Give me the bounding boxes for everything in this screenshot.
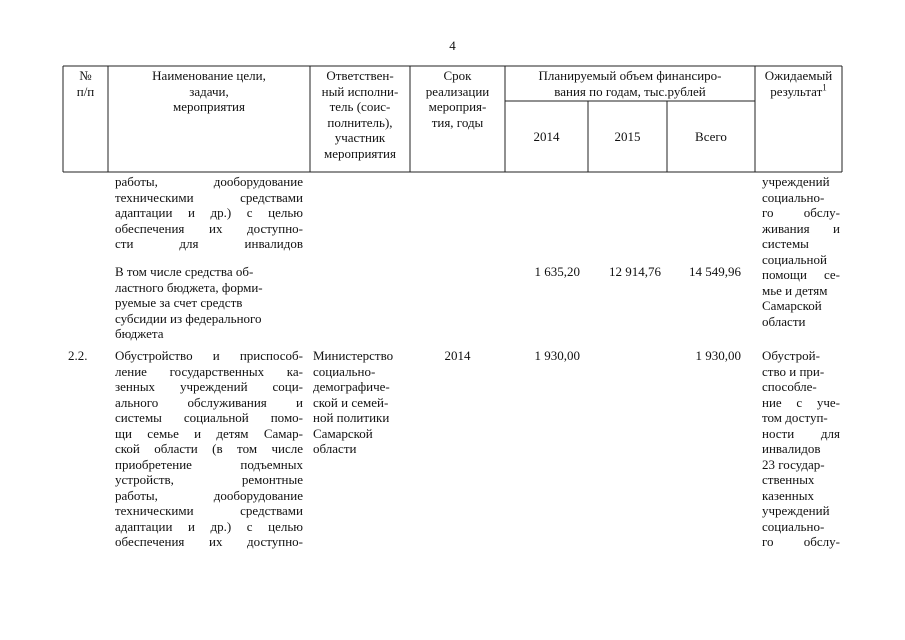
- continuation-result: [762, 174, 840, 329]
- text-line: обеспечения их доступно-: [115, 220, 303, 236]
- header-executor-line: участник: [334, 130, 386, 145]
- header-year-2015: 2015: [614, 129, 641, 144]
- header-name: [108, 68, 310, 115]
- text-line: Обустрой-: [762, 348, 820, 363]
- continuation-name: [115, 174, 303, 252]
- header-result-line: Ожидаемый: [764, 68, 833, 83]
- text-line: бюджета: [115, 326, 164, 341]
- text-line: щи семье и детям Самар-: [115, 425, 303, 441]
- row-2-2-name: [115, 348, 303, 550]
- header-year-2014: 2014: [533, 129, 560, 144]
- text-line: руемые за счет средств: [115, 295, 243, 310]
- header-executor-line: тель (соис-: [329, 99, 391, 114]
- text-line: работы, дооборудование: [115, 487, 303, 503]
- header-name-line: мероприятия: [172, 99, 245, 114]
- text-line: ство и при-: [762, 363, 825, 379]
- text-line: Самарской: [313, 425, 373, 441]
- text-line: приобретение подъемных: [115, 456, 303, 472]
- text-line: ности для: [762, 425, 840, 441]
- header-num: [63, 68, 108, 99]
- text-line: ственных: [762, 472, 815, 487]
- header-total: Всего: [695, 129, 727, 144]
- header-financing-line: вания по годам, тыс.рублей: [554, 83, 706, 99]
- row-2-2-total: 1 930,00: [695, 348, 741, 363]
- text-line: демографиче-: [313, 379, 390, 394]
- text-line: помощи се-: [762, 267, 840, 282]
- text-line: ние с уче-: [762, 394, 840, 410]
- row-2-2-result: [762, 348, 840, 550]
- text-line: социальной: [762, 251, 827, 267]
- text-line: ной политики: [313, 410, 390, 425]
- subtotal-2014: 1 635,20: [534, 264, 580, 279]
- header-executor-line: мероприятия: [323, 145, 396, 161]
- row-number: 2.2.: [68, 348, 88, 363]
- footnote-marker: 1: [822, 82, 827, 93]
- text-line: системы социальной помо-: [115, 410, 303, 425]
- text-line: социально-: [762, 518, 825, 534]
- header-financing-line: Планируемый объем финансиро-: [538, 68, 722, 83]
- header-num-line: №: [79, 68, 92, 83]
- text-line: ального обслуживания и: [115, 394, 303, 410]
- text-line: Министерство: [313, 348, 394, 363]
- header-term: [410, 68, 505, 130]
- text-line: живания и: [762, 220, 840, 236]
- header-result-line: [755, 84, 842, 100]
- text-line: казенных: [762, 487, 814, 503]
- text-line: техническими средствами: [115, 189, 303, 205]
- text-line: ской области (в том числе: [115, 441, 303, 456]
- subtotal-total: 14 549,96: [689, 264, 741, 279]
- text-line: системы: [762, 236, 809, 251]
- header-executor: [310, 68, 410, 161]
- page-number: 4: [449, 38, 456, 53]
- text-line: устройств, ремонтные: [115, 472, 303, 487]
- text-line: Самарской: [762, 298, 822, 313]
- subtotal-name: [115, 264, 305, 342]
- text-line: зенных учреждений соци-: [115, 379, 303, 394]
- text-line: адаптации и др.) с целью: [115, 205, 303, 220]
- header-term-line: мероприя-: [428, 99, 487, 114]
- text-line: области: [313, 441, 357, 456]
- header-financing: [505, 68, 755, 99]
- text-line: учреждений: [762, 503, 830, 518]
- text-line: социально-: [313, 363, 376, 379]
- text-line: техническими средствами: [115, 503, 303, 518]
- text-line: области: [762, 313, 806, 329]
- text-line: субсидии из федерального: [115, 310, 262, 326]
- header-name-line: Наименование цели,: [152, 68, 266, 83]
- text-line: го обслу-: [762, 205, 840, 220]
- text-line: 23 государ-: [762, 456, 825, 472]
- text-line: ластного бюджета, форми-: [115, 279, 263, 295]
- text-line: го обслу-: [762, 534, 840, 549]
- header-name-line: задачи,: [189, 83, 229, 99]
- header-term-line: реализации: [425, 83, 490, 99]
- text-line: ской и семей-: [313, 394, 389, 410]
- row-2-2-executor: [313, 348, 409, 457]
- row-2-2-term: 2014: [444, 348, 471, 363]
- header-result-text: результат: [770, 83, 823, 99]
- subtotal-2015: 12 914,76: [609, 264, 661, 279]
- text-line: социально-: [762, 189, 825, 205]
- text-line: мье и детям: [762, 282, 828, 298]
- header-executor-line: полнитель),: [327, 114, 393, 130]
- text-line: ление государственных ка-: [115, 363, 303, 379]
- text-line: сти для инвалидов: [115, 236, 303, 251]
- text-line: работы, дооборудование: [115, 174, 303, 189]
- text-line: адаптации и др.) с целью: [115, 518, 303, 534]
- text-line: том доступ-: [762, 410, 828, 425]
- header-executor-line: ный исполни-: [321, 83, 399, 99]
- header-term-line: Срок: [443, 68, 472, 83]
- header-num-line: п/п: [76, 83, 95, 99]
- text-line: способле-: [762, 379, 817, 394]
- text-line: инвалидов: [762, 441, 821, 456]
- text-line: Обустройство и приспособ-: [115, 348, 303, 363]
- text-line: обеспечения их доступно-: [115, 534, 303, 549]
- text-line: учреждений: [762, 174, 830, 189]
- row-2-2-2014: 1 930,00: [534, 348, 580, 363]
- text-line: В том числе средства об-: [115, 264, 254, 279]
- header-term-line: тия, годы: [431, 114, 484, 130]
- header-result: [755, 68, 842, 99]
- header-executor-line: Ответствен-: [326, 68, 394, 83]
